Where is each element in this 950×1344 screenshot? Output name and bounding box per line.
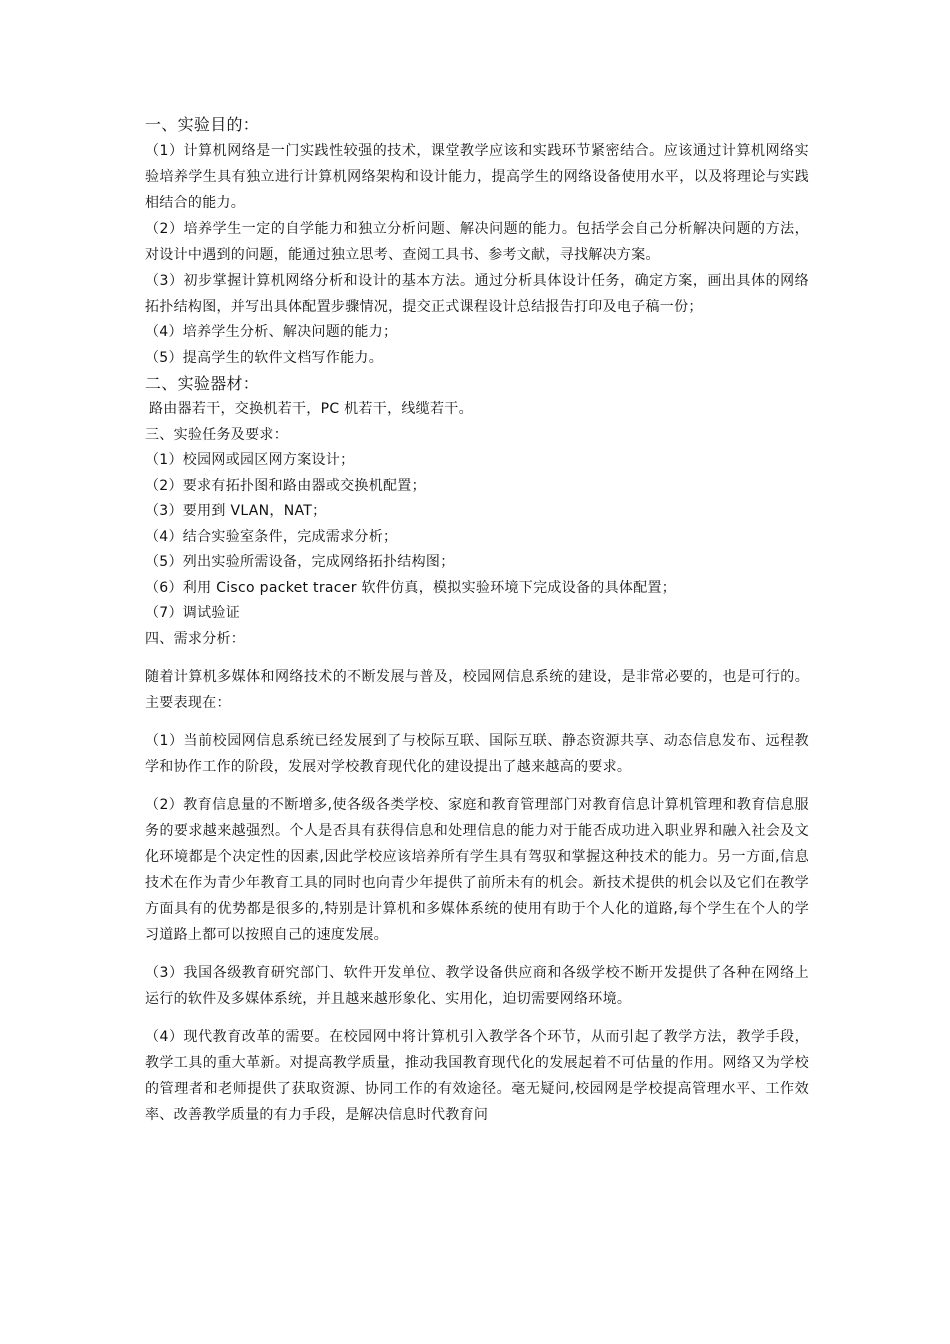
requirements-intro: 随着计算机多媒体和网络技术的不断发展与普及，校园网信息系统的建设，是非常必要的，也是可行的。主要表现在： (145, 669, 809, 711)
requirements-paragraph-1: （1）当前校园网信息系统已经发展到了与校际互联、国际互联、静态资源共享、动态信息发布、远程教学和协作工作的阶段，发展对学校教育现代化的建设提出了越来越高的要求。 (145, 733, 809, 775)
requirements-paragraph-4: （4）现代教育改革的需要。在校园网中将计算机引入教学各个环节，从而引起了教学方法，教学手段，教学工具的重大革新。对提高教学质量，推动我国教育现代化的发展起着不可估量的作用。网络又为学校的管理者和老师提供了获取资源、协同工作的有效途径。毫无疑问,校园网是学校提高管理水平、工作效率、改善教学质量的有力手段，是解决信息时代教育问 (145, 1029, 809, 1123)
spacer (145, 716, 809, 728)
task-item-5: （5）列出实验所需设备，完成网络拓扑结构图； (145, 554, 455, 570)
task-item-3: （3）要用到 VLAN，NAT； (145, 503, 327, 519)
task-item-1: （1）校园网或园区网方案设计； (145, 452, 355, 468)
spacer (145, 780, 809, 792)
requirements-paragraph-2: （2）教育信息量的不断增多,使各级各类学校、家庭和教育管理部门对教育信息计算机管理和教育信息服务的要求越来越强烈。个人是否具有获得信息和处理信息的能力对于能否成功进入职业界和融入社会及文化环境都是个决定性的因素,因此学校应该培养所有学生具有驾驭和掌握这种技术的能力。另一方面,信息技术在作为青少年教育工具的同时也向青少年提供了前所未有的机会。新技术提供的机会以及它们在教学方面具有的优势都是很多的,特别是计算机和多媒体系统的使用有助于个人化的道路,每个学生在个人的学习道路上都可以按照自己的速度发展。 (145, 797, 809, 943)
task-item-7: （7）调试验证 (145, 605, 241, 621)
requirements-paragraph-3: （3）我国各级教育研究部门、软件开发单位、教学设备供应商和各级学校不断开发提供了各种在网络上运行的软件及多媒体系统，并且越来越形象化、实用化，迫切需要网络环境。 (145, 965, 809, 1007)
spacer (145, 948, 809, 960)
task-item-6: （6）利用 Cisco packet tracer 软件仿真，模拟实验环境下完成设备的具体配置； (145, 579, 677, 596)
section-heading-equipment: 二、实验器材： (145, 374, 260, 393)
task-item-4: （4）结合实验室条件，完成需求分析； (145, 528, 398, 545)
purpose-item-5: （5）提高学生的软件文档写作能力。 (145, 349, 384, 366)
purpose-item-2: （2）培养学生一定的自学能力和独立分析问题、解决问题的能力。包括学会自己分析解决问题的方法，对设计中遇到的问题，能通过独立思考、查阅工具书、参考文献，寻找解决方案。 (145, 221, 809, 263)
equipment-body: 路由器若干，交换机若干，PC 机若干，线缆若干。 (149, 401, 473, 417)
purpose-item-4: （4）培养学生分析、解决问题的能力； (145, 324, 398, 340)
task-item-2: （2）要求有拓扑图和路由器或交换机配置； (145, 477, 426, 494)
purpose-item-3: （3）初步掌握计算机网络分析和设计的基本方法。通过分析具体设计任务，确定方案，画出具体的网络拓扑结构图，并写出具体配置步骤情况，提交正式课程设计总结报告打印及电子稿一份； (145, 273, 809, 315)
purpose-item-1: （1）计算机网络是一门实践性较强的技术，课堂教学应该和实践环节紧密结合。应该通过计算机网络实验培养学生具有独立进行计算机网络架构和设计能力，提高学生的网络设备使用水平，以及将理论与实践相结合的能力。 (145, 143, 809, 211)
spacer (145, 652, 809, 664)
section-heading-purpose: 一、实验目的： (145, 115, 260, 134)
section-heading-tasks: 三、实验任务及要求： (145, 426, 288, 443)
section-heading-requirements: 四、需求分析： (145, 630, 246, 647)
document-body (145, 112, 809, 1128)
spacer (145, 1012, 809, 1024)
